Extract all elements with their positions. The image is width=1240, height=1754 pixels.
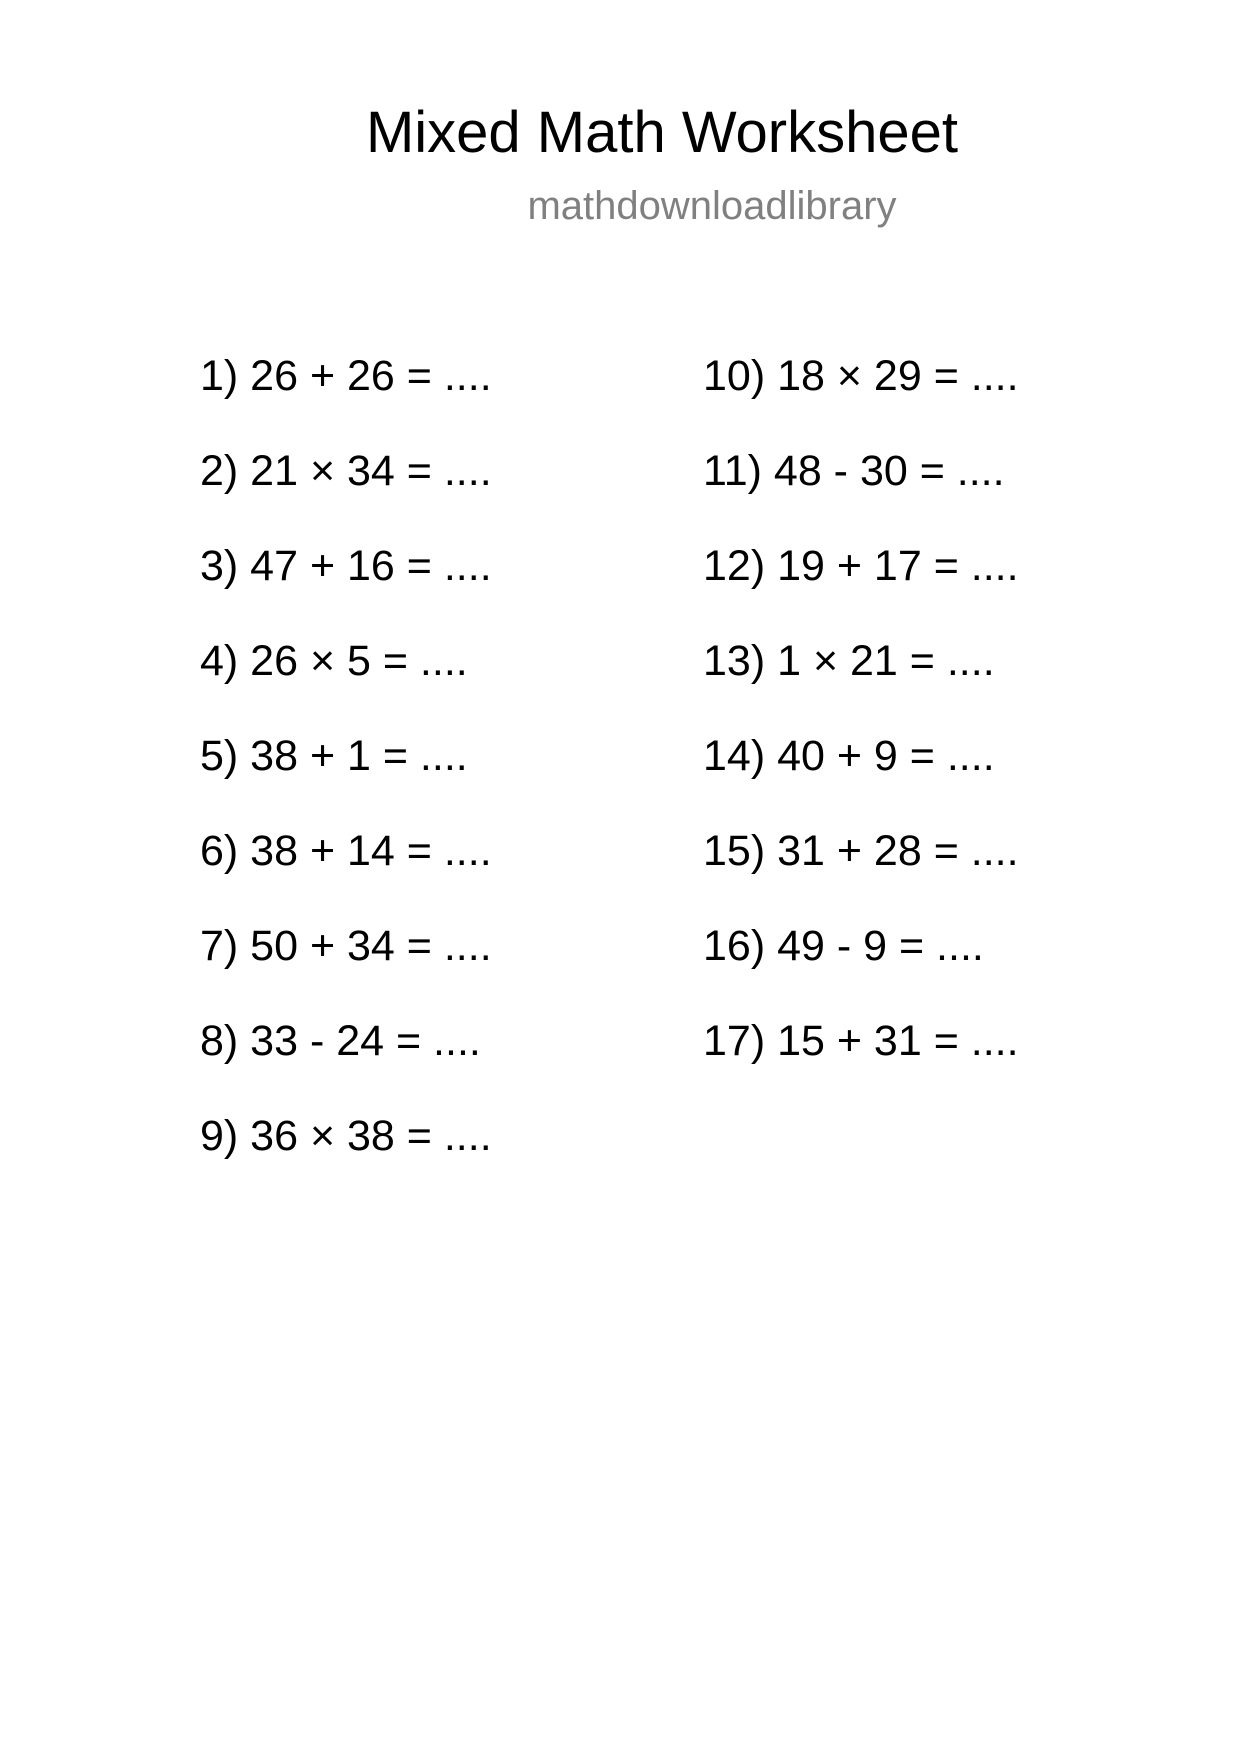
problem-item: 14) 40 + 9 = .... (703, 732, 995, 780)
problem-item: 9) 36 × 38 = .... (200, 1112, 492, 1160)
problem-item: 13) 1 × 21 = .... (703, 637, 995, 685)
problem-item: 5) 38 + 1 = .... (200, 732, 468, 780)
problem-item: 1) 26 + 26 = .... (200, 352, 492, 400)
problem-list-left (200, 350, 492, 1205)
problem-item: 8) 33 - 24 = .... (200, 1017, 481, 1065)
problem-item: 17) 15 + 31 = .... (703, 1017, 1019, 1065)
page-title: Mixed Math Worksheet (365, 100, 959, 165)
problem-item: 6) 38 + 14 = .... (200, 827, 492, 875)
problem-item: 11) 48 - 30 = .... (703, 447, 1005, 495)
problem-item: 2) 21 × 34 = .... (200, 447, 492, 495)
problem-item: 15) 31 + 28 = .... (703, 827, 1019, 875)
problem-item: 10) 18 × 29 = .... (703, 352, 1019, 400)
problem-item: 12) 19 + 17 = .... (703, 542, 1019, 590)
problem-item: 3) 47 + 16 = .... (200, 542, 492, 590)
page-subtitle: mathdownloadlibrary (527, 184, 897, 228)
problem-item: 4) 26 × 5 = .... (200, 637, 468, 685)
problem-item: 7) 50 + 34 = .... (200, 922, 492, 970)
problem-item: 16) 49 - 9 = .... (703, 922, 984, 970)
problem-list-right (703, 350, 1019, 1110)
